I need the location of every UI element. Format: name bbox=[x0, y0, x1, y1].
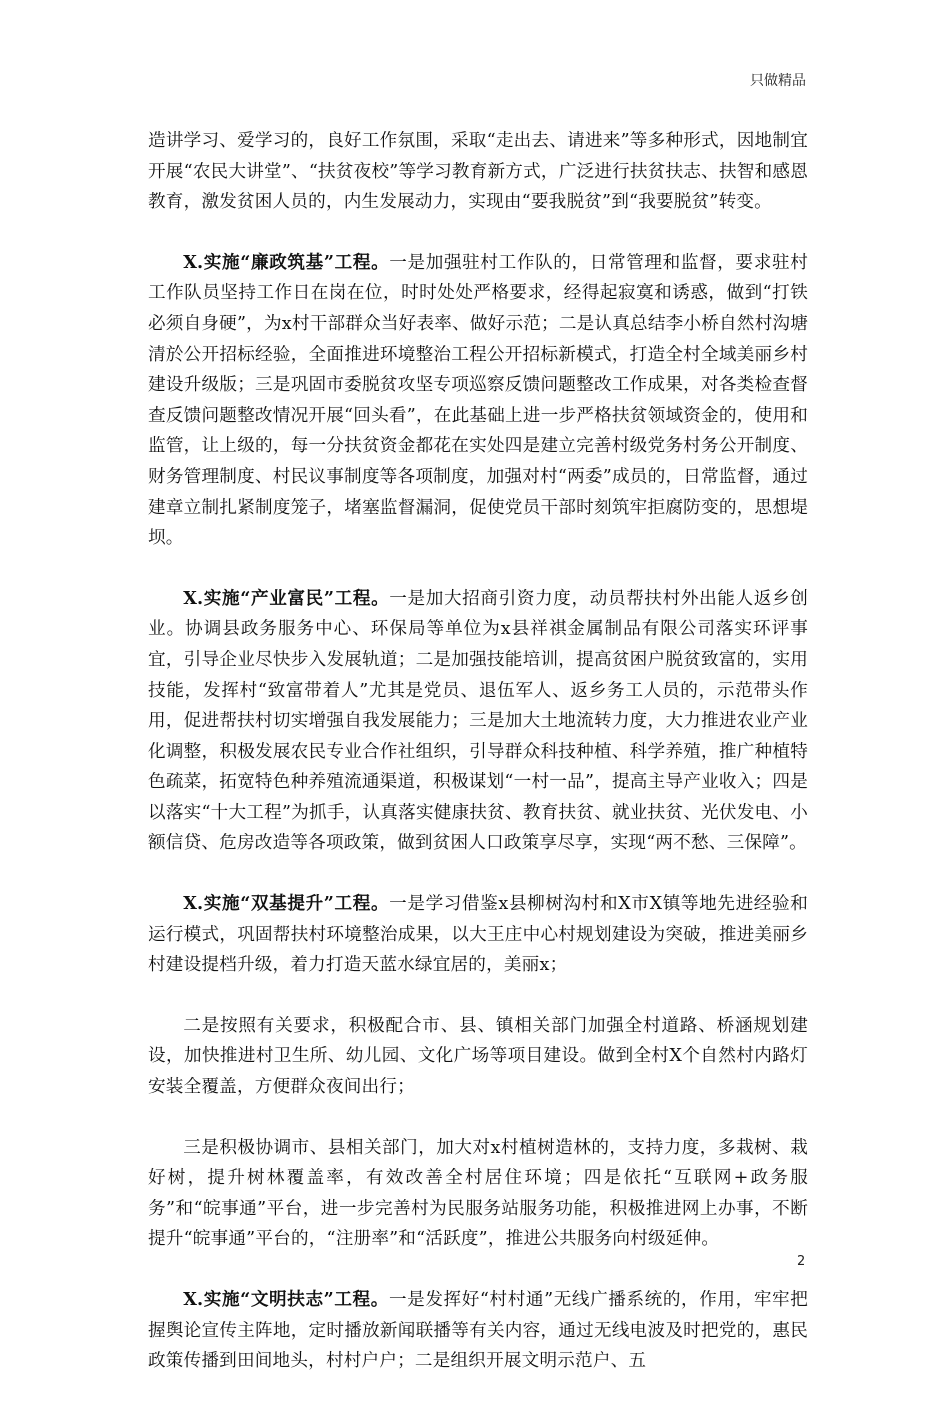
section-heading-shuangji: X.实施“双基提升”工程。 bbox=[183, 893, 390, 915]
paragraph-7 bbox=[148, 1285, 808, 1377]
paragraph-2-text: 一是加强驻村工作队的，日常管理和监督，要求驻村工作队员坚持工作日在岗在位，时时处处严格要求，经得起寂寞和诱惑，做到“打铁必须自身硬”，为x村干部群众当好表率、做好示范；二是认真总结李小桥自然村沟塘清於公开招标经验，全面推进环境整治工程公开招标新模式，打造全村全域美丽乡村建设升级版；三是巩固市委脱贫攻坚专项巡察反馈问题整改工作成果，对各类检查督查反馈问题整改情况开展“回头看”，在此基础上进一步严格扶贫领域资金的，使用和监管，让上级的，每一分扶贫资金都花在实处四是建立完善村级党务村务公开制度、财务管理制度、村民议事制度等各项制度，加强对村“两委”成员的，日常监督，通过建章立制扎紧制度笼子，堵塞监督漏洞，促使党员干部时刻筑牢拒腐防变的，思想堤坝。 bbox=[148, 252, 808, 549]
section-heading-wenming: X.实施“文明扶志”工程。 bbox=[183, 1289, 389, 1310]
document-body bbox=[148, 126, 808, 1407]
paragraph-6 bbox=[148, 1133, 808, 1255]
section-heading-chanye: X.实施“产业富民”工程。 bbox=[183, 587, 390, 609]
paragraph-3 bbox=[148, 584, 808, 859]
paragraph-4-text: 一是学习借鉴x县柳树沟村和X市X镇等地先进经验和运行模式，巩固帮扶村环境整治成果，以大王庄中心村规划建设为突破，推进美丽乡村建设提档升级，着力打造天蓝水绿宜居的，美丽x； bbox=[148, 894, 808, 976]
paragraph-1-text: 造讲学习、爱学习的，良好工作氛围，采取“走出去、请进来”等多种形式，因地制宜开展“农民大讲堂”、“扶贫夜校”等学习教育新方式，广泛进行扶贫扶志、扶智和感恩教育，激发贫困人员的，内生发展动力，实现由“要我脱贫”到“我要脱贫”转变。 bbox=[148, 131, 808, 213]
section-heading-lianzheng: X.实施“廉政筑基”工程。 bbox=[183, 251, 390, 273]
paragraph-1 bbox=[148, 126, 808, 218]
paragraph-3-text: 一是加大招商引资力度，动员帮扶村外出能人返乡创业。协调县政务服务中心、环保局等单位为x县祥祺金属制品有限公司落实环评事宜，引导企业尽快步入发展轨道；二是加强技能培训，提高贫困户脱贫致富的，实用技能，发挥村“致富带着人”尤其是党员、退伍军人、返乡务工人员的，示范带头作用，促进帮扶村切实增强自我发展能力；三是加大土地流转力度，大力推进农业产业化调整，积极发展农民专业合作社组织，引导群众科技种植、科学养殖，推广种植特色疏菜，拓宽特色种养殖流通渠道，积极谋划“一村一品”，提高主导产业收入；四是以落实“十大工程”为抓手，认真落实健康扶贫、教育扶贫、就业扶贫、光伏发电、小额信贷、危房改造等各项政策，做到贫困人口政策享尽享，实现“两不愁、三保障”。 bbox=[148, 588, 808, 854]
paragraph-4 bbox=[148, 889, 808, 981]
paragraph-2 bbox=[148, 248, 808, 554]
paragraph-5 bbox=[148, 1011, 808, 1103]
paragraph-7-text: 一是发挥好“村村通”无线广播系统的，作用，牢牢把握舆论宣传主阵地，定时播放新闻联播等有关内容，通过无线电波及时把党的，惠民政策传播到田间地头，村村户户；二是组织开展文明示范户、五 bbox=[148, 1290, 808, 1372]
paragraph-6-text: 三是积极协调市、县相关部门，加大对x村植树造林的，支持力度，多栽树、栽好树，提升树林覆盖率，有效改善全村居住环境；四是依托“互联网+政务服务”和“皖事通”平台，进一步完善村为民服务站服务功能，积极推进网上办事，不断提升“皖事通”平台的，“注册率”和“活跃度”，推进公共服务向村级延伸。 bbox=[148, 1137, 808, 1250]
paragraph-5-text: 二是按照有关要求，积极配合市、县、镇相关部门加强全村道路、桥涵规划建设，加快推进村卫生所、幼儿园、文化广场等项目建设。做到全村X个自然村内路灯安装全覆盖，方便群众夜间出行； bbox=[148, 1015, 808, 1098]
page-number: 2 bbox=[797, 1254, 806, 1269]
header-note: 只做精品 bbox=[750, 73, 806, 89]
